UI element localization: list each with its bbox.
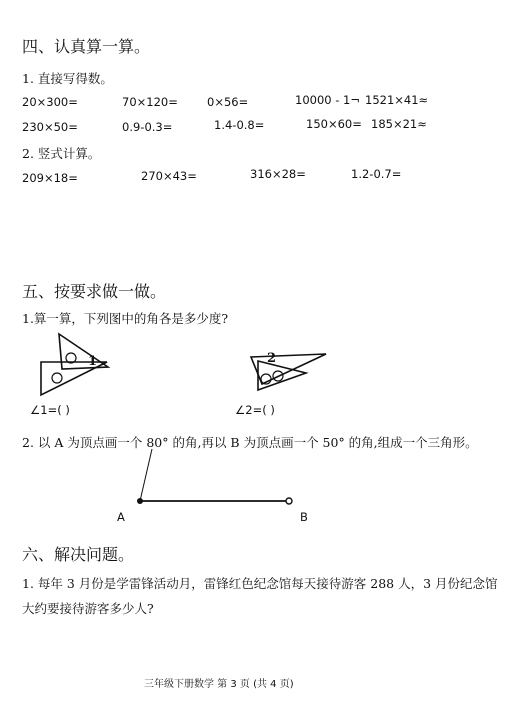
mental-math-item: 1521×41≈	[365, 93, 429, 107]
section4-q1-label: 1. 直接写得数。	[22, 71, 113, 86]
triangle-ruler-lower	[41, 362, 107, 395]
point-b-label: B	[300, 510, 308, 524]
drawn-ray	[140, 449, 152, 501]
mental-math-item: 10000 - 1¬	[295, 93, 360, 107]
section6-title: 六、解决问题。	[22, 545, 135, 564]
point-b-dot	[286, 498, 292, 504]
mental-math-item: 0×56=	[207, 95, 249, 109]
angle-2-marker: 2	[267, 351, 277, 366]
section4-title: 四、认真算一算。	[22, 37, 151, 56]
angle-1-marker: 1	[88, 354, 98, 369]
mental-math-item: 20×300=	[22, 95, 78, 109]
section6-q1-line2: 大约要接待游客多少人?	[22, 601, 154, 616]
section5-title: 五、按要求做一做。	[22, 282, 167, 301]
segment-ab-figure	[132, 447, 302, 517]
vertical-calc-item: 316×28=	[250, 167, 306, 181]
vertical-calc-item: 270×43=	[141, 169, 197, 183]
vertical-calc-item: 1.2-0.7=	[351, 167, 402, 181]
section6-q1-line1: 1. 每年 3 月份是学雷锋活动月，雷锋红色纪念馆每天接待游客 288 人，3 月份纪念馆	[22, 576, 498, 591]
mental-math-item: 0.9-0.3=	[122, 120, 173, 134]
triangle-ruler-upper	[59, 334, 108, 369]
mental-math-item: 185×21≈	[371, 117, 427, 131]
mental-math-item: 1.4-0.8=	[214, 118, 265, 132]
angle-2-answer: ∠2=( )	[235, 403, 275, 417]
ruler-hole	[52, 373, 62, 383]
point-a-label: A	[117, 510, 125, 524]
set-square-figure-2	[250, 350, 350, 410]
page-footer: 三年级下册数学 第 3 页 (共 4 页)	[144, 679, 294, 690]
vertical-calc-item: 209×18=	[22, 171, 78, 185]
section4-q2-label: 2. 竖式计算。	[22, 146, 101, 161]
mental-math-item: 70×120=	[122, 95, 178, 109]
angle-1-answer: ∠1=( )	[30, 403, 70, 417]
mental-math-item: 230×50=	[22, 120, 78, 134]
mental-math-item: 150×60=	[306, 117, 362, 131]
section5-q2-label: 2. 以 A 为顶点画一个 80° 的角,再以 B 为顶点画一个 50° 的角,组成一个三角形。	[22, 435, 478, 450]
section5-q1-label: 1.算一算，下列图中的角各是多少度?	[22, 311, 229, 326]
